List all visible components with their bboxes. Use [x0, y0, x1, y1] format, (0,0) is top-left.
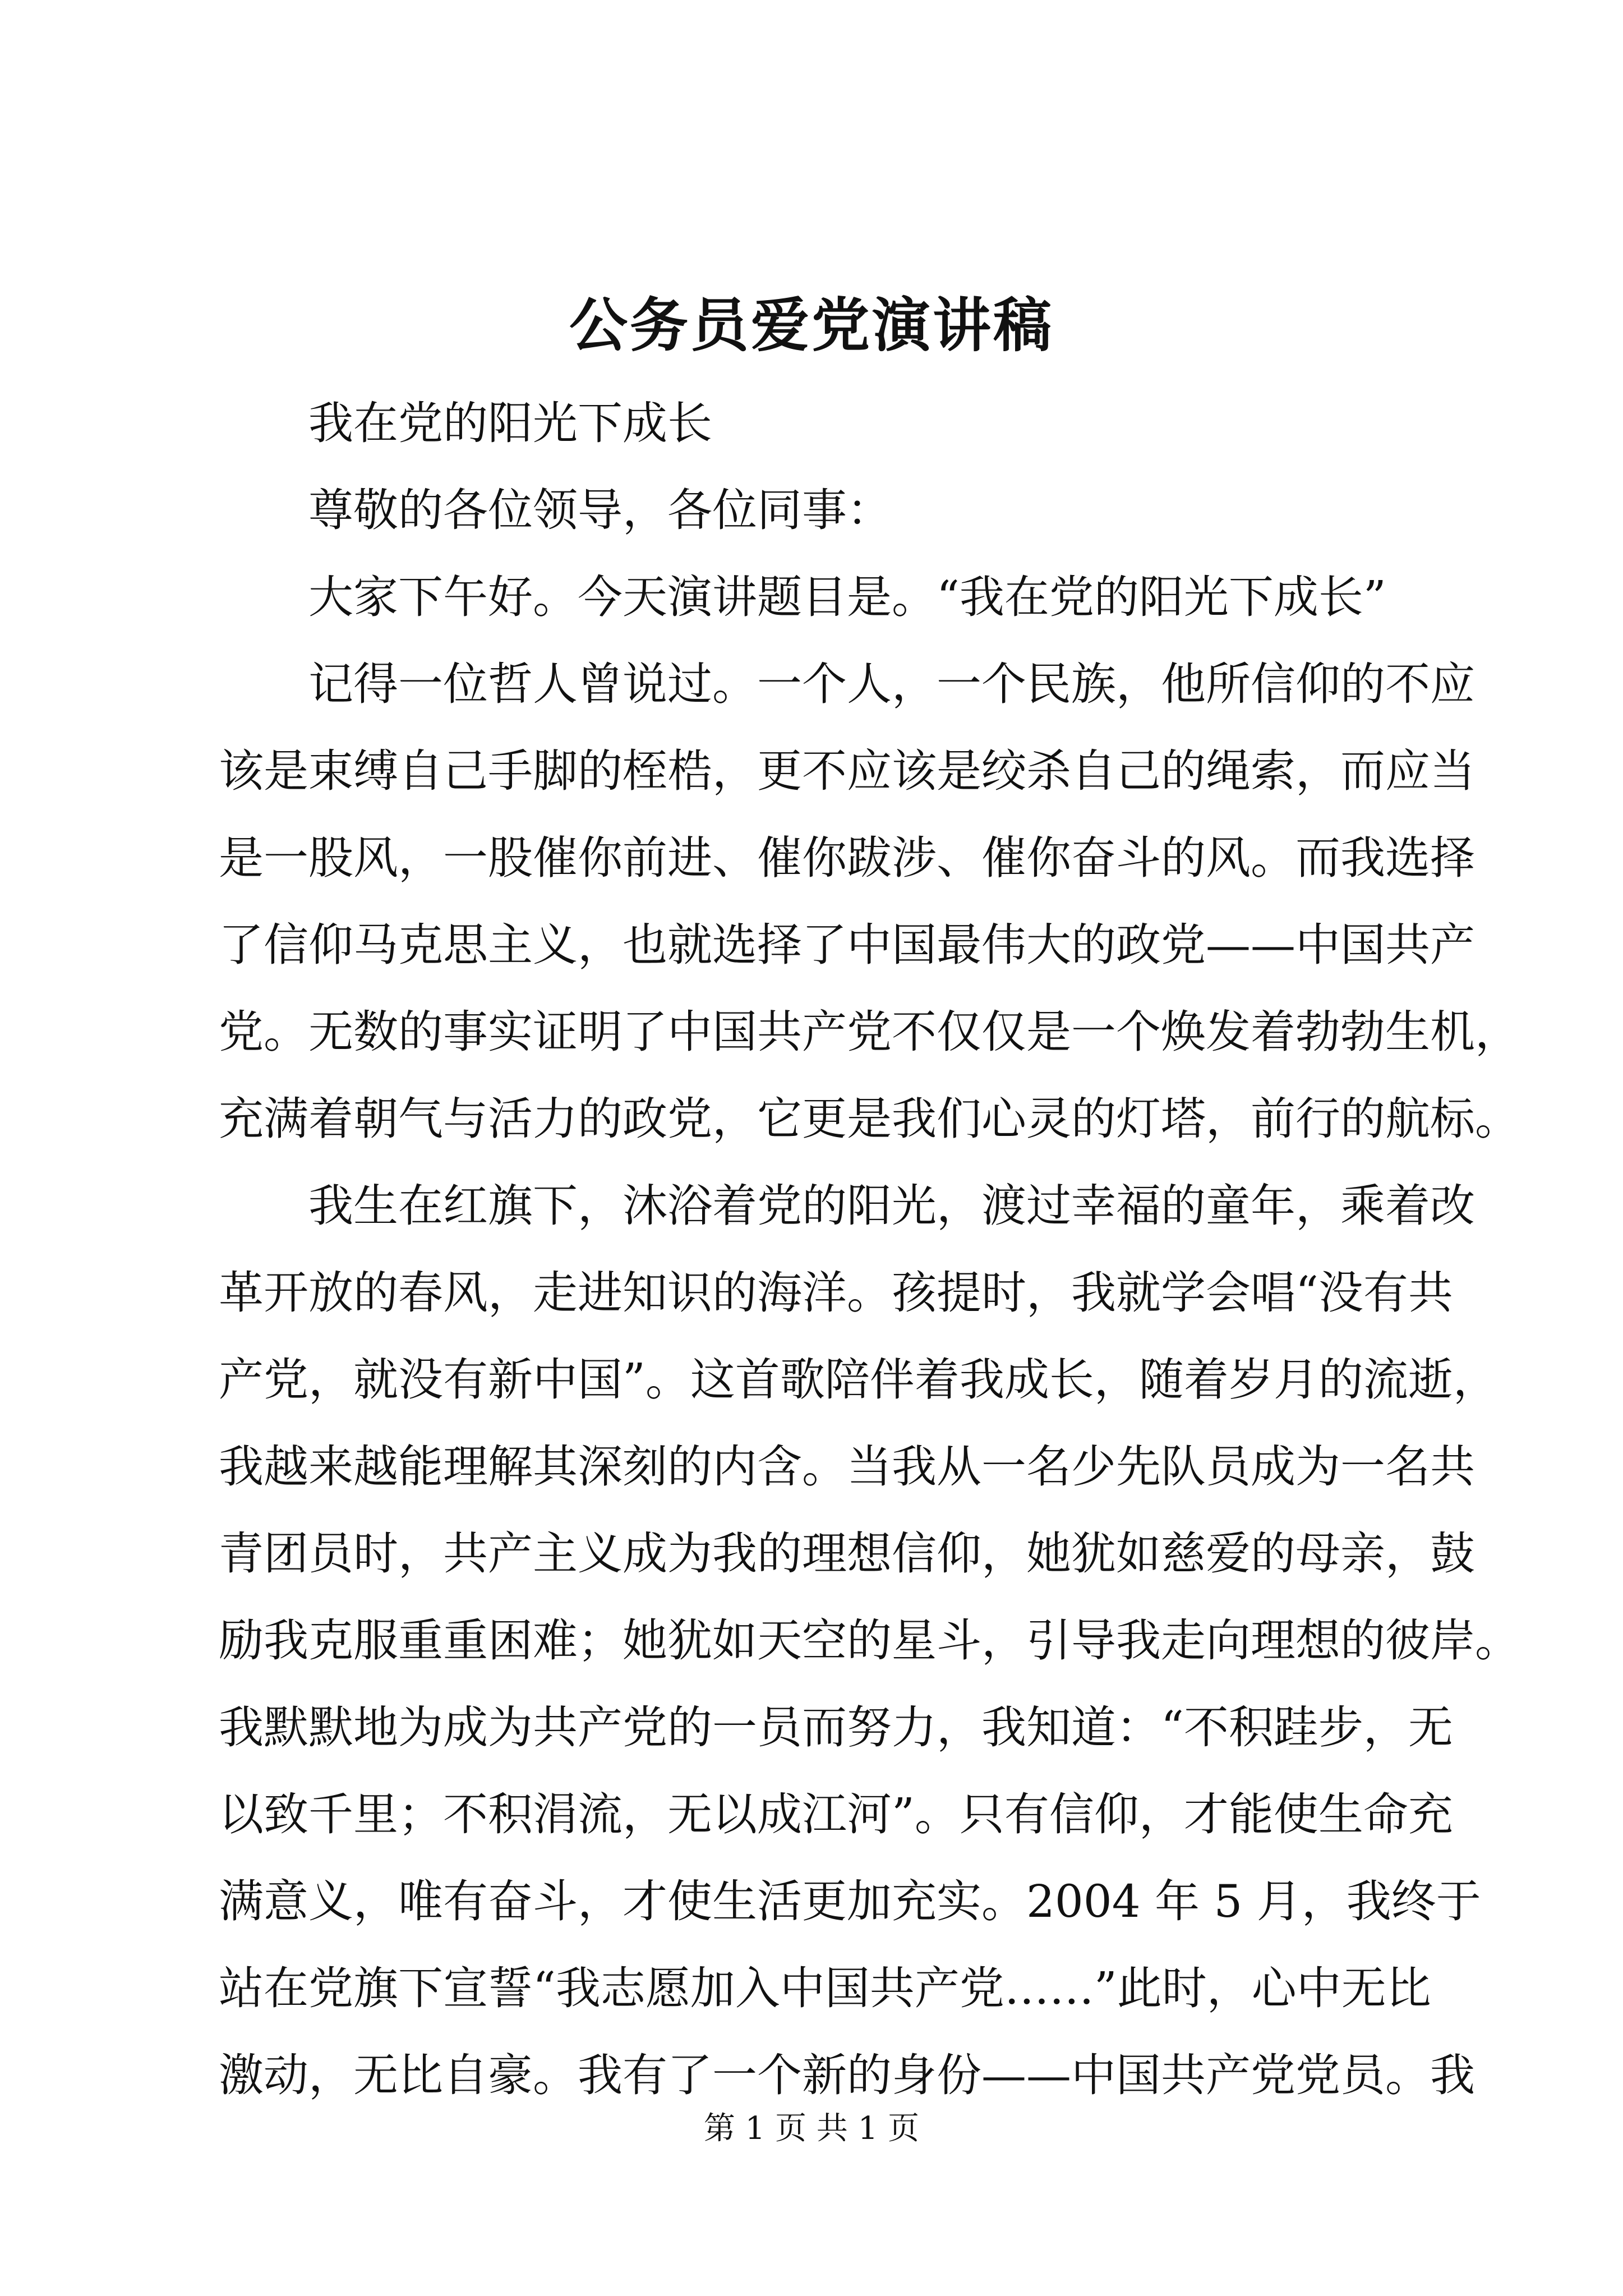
- body-line: 满意义，唯有奋斗，才使生活更加充实。2004 年 5 月，我终于: [219, 1875, 1481, 1927]
- body-line: 站在党旗下宣誓“我志愿加入中国共产党……”此时，心中无比: [219, 1962, 1431, 2014]
- body-line: 我默默地为成为共产党的一员而努力，我知道：“不积跬步，无: [219, 1701, 1453, 1754]
- body-line: 激动，无比自豪。我有了一个新的身份——中国共产党党员。我: [219, 2049, 1475, 2101]
- body-line: 是一股风，一股催你前进、催你跋涉、催你奋斗的风。而我选择: [219, 832, 1475, 884]
- body-line: 充满着朝气与活力的政党，它更是我们心灵的灯塔，前行的航标。: [219, 1093, 1520, 1145]
- body-line: 该是束缚自己手脚的桎梏，更不应该是绞杀自己的绳索，而应当: [219, 745, 1475, 797]
- body-line: 我在党的阳光下成长: [308, 397, 712, 449]
- body-line: 产党，就没有新中国”。这首歌陪伴着我成长，随着岁月的流逝，: [219, 1354, 1498, 1406]
- body-line: 革开放的春风，走进知识的海洋。孩提时，我就学会唱“没有共: [219, 1267, 1453, 1319]
- page-footer: 第 1 页 共 1 页: [703, 2110, 920, 2147]
- body-line: 我生在红旗下，沐浴着党的阳光，渡过幸福的童年，乘着改: [308, 1180, 1475, 1232]
- document-title: 公务员爱党演讲稿: [569, 291, 1054, 360]
- body-line: 青团员时，共产主义成为我的理想信仰，她犹如慈爱的母亲，鼓: [219, 1527, 1475, 1580]
- body-line: 励我克服重重困难；她犹如天空的星斗，引导我走向理想的彼岸。: [219, 1614, 1520, 1667]
- body-line: 以致千里；不积涓流，无以成江河”。只有信仰，才能使生命充: [219, 1788, 1453, 1841]
- body-line: 尊敬的各位领导，各位同事：: [308, 484, 892, 536]
- body-line: 大家下午好。今天演讲题目是。“我在党的阳光下成长”: [308, 571, 1386, 623]
- body-line: 了信仰马克思主义，也就选择了中国最伟大的政党——中国共产: [219, 919, 1475, 971]
- body-line: 记得一位哲人曾说过。一个人，一个民族，他所信仰的不应: [308, 658, 1475, 710]
- body-line: 我越来越能理解其深刻的内含。当我从一名少先队员成为一名共: [219, 1441, 1475, 1493]
- body-line: 党。无数的事实证明了中国共产党不仅仅是一个焕发着勃勃生机，: [219, 1006, 1520, 1058]
